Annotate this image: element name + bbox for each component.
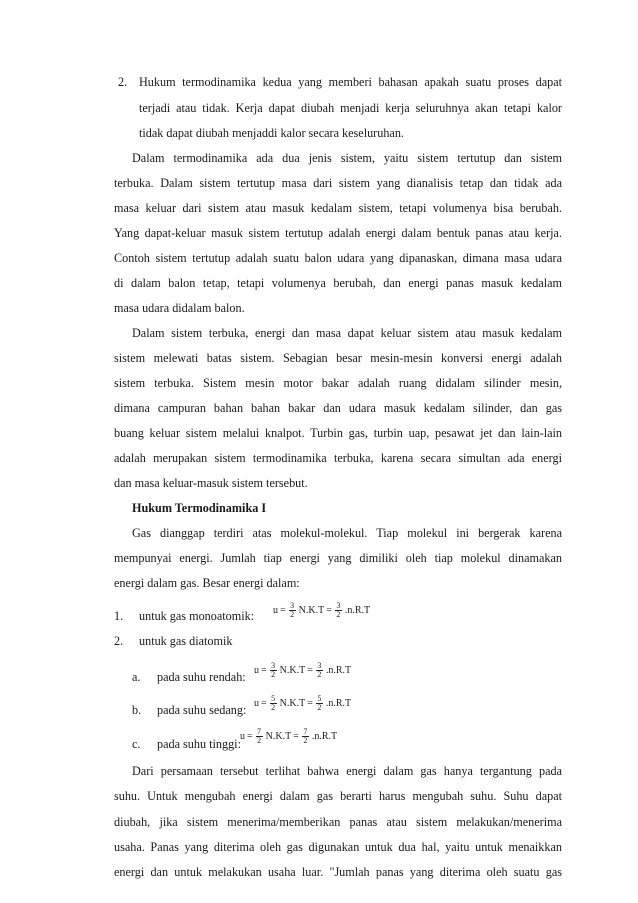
para1-line-1: Dalam termodinamika ada dua jenis sistem, yaitu sistem tertutup dan sistem xyxy=(132,151,562,165)
para3-line-3: energi dalam gas. Besar energi dalam: xyxy=(114,576,300,590)
list-2-label: untuk gas diatomik xyxy=(139,634,233,648)
para1-line-3: masa keluar dari sistem atau masuk kedalam sistem, tetapi volumenya bisa berubah. xyxy=(114,201,562,215)
para2-line-2: sistem melewati batas sistem. Sebagian besar mesin-mesin konversi energi adalah xyxy=(114,351,562,365)
equation-monoatomic: u = $\frac{3}{2}$ N.K.T = $\frac{3}{2}$ .n.R.T xyxy=(273,601,371,619)
para1-line-7: masa udara didalam balon. xyxy=(114,301,245,315)
sub-b-letter: b. xyxy=(132,703,142,717)
para4-line-5: energi dan untuk melakukan usaha luar. "Jumlah panas yang diterima oleh suatu gas xyxy=(114,865,562,879)
sub-c-label: pada suhu tinggi: xyxy=(157,737,241,751)
item-2-line-1: Hukum termodinamika kedua yang memberi bahasan apakah suatu proses dapat xyxy=(139,75,562,89)
para2-line-5: buang keluar sistem melalui knalpot. Turbin gas, turbin uap, pesawat jet dan lain-lain xyxy=(114,426,562,440)
sub-a-label: pada suhu rendah: xyxy=(157,670,246,684)
item-2-line-2: terjadi atau tidak. Kerja dapat diubah menjadi kerja seluruhnya akan tetapi kalor xyxy=(139,101,562,115)
para2-line-1: Dalam sistem terbuka, energi dan masa dapat keluar sistem atau masuk kedalam xyxy=(132,326,562,340)
sub-a-letter: a. xyxy=(132,670,141,684)
para1-line-5: Contoh sistem tertutup adalah suatu balon udara yang dipanaskan, dimana masa udara xyxy=(114,251,562,265)
para2-line-6: adalah merupakan sistem termodinamika terbuka, karena secara simultan ada energi xyxy=(114,451,562,465)
para1-line-4: Yang dapat-keluar masuk sistem tertutup adalah energi dalam bentuk panas atau kerja. xyxy=(114,226,562,240)
list-1-label: untuk gas monoatomik: xyxy=(139,609,255,623)
equation-mid-temp: u = $\frac{5}{2}$ N.K.T = $\frac{5}{2}$ .n.R.T xyxy=(254,694,352,712)
para1-line-6: di dalam balon tetap, tetapi volumenya berubah, dan energi panas masuk kedalam xyxy=(114,276,562,290)
para4-line-1: Dari persamaan tersebut terlihat bahwa energi dalam gas hanya tergantung pada xyxy=(132,764,562,778)
para2-line-4: dimana campuran bahan bahan bakar dan udara masuk kedalam silinder, dan gas xyxy=(114,401,562,415)
list-2-number: 2. xyxy=(114,634,124,648)
para1-line-2: terbuka. Dalam sistem tertutup masa dari sistem yang dianalisis tetap dan tidak ada xyxy=(114,176,562,190)
para4-line-4: usaha. Panas yang diterima oleh gas digunakan untuk dua hal, yaitu untuk menaikkan xyxy=(114,840,562,854)
list-1-number: 1. xyxy=(114,609,124,623)
para2-line-3: sistem terbuka. Sistem mesin motor bakar adalah ruang didalam silinder mesin, xyxy=(114,376,562,390)
para4-line-2: suhu. Untuk mengubah energi dalam gas berarti harus mengubah suhu. Suhu dapat xyxy=(114,789,562,803)
para3-line-1: Gas dianggap terdiri atas molekul-molekul. Tiap molekul ini bergerak karena xyxy=(132,526,562,540)
sub-b-label: pada suhu sedang: xyxy=(157,703,247,717)
equation-low-temp: u = $\frac{3}{2}$ N.K.T = $\frac{3}{2}$ .n.R.T xyxy=(254,661,352,679)
para2-line-7: dan masa keluar-masuk sistem tersebut. xyxy=(114,476,308,490)
section-heading: Hukum Termodinamika I xyxy=(132,501,267,515)
equation-high-temp: u = $\frac{7}{2}$ N.K.T = $\frac{7}{2}$ .n.R.T xyxy=(240,727,338,745)
para3-line-2: mempunyai energi. Jumlah tiap energi yang dimiliki oleh tiap molekul dinamakan xyxy=(114,551,562,565)
item-2-line-3: tidak dapat diubah menjaddi kalor secara keseluruhan. xyxy=(139,126,404,140)
sub-c-letter: c. xyxy=(132,737,141,751)
item-2-number: 2. xyxy=(118,75,128,89)
para4-line-3: diubah, jika sistem menerima/memberikan panas atau sistem melakukan/menerima xyxy=(114,815,562,829)
